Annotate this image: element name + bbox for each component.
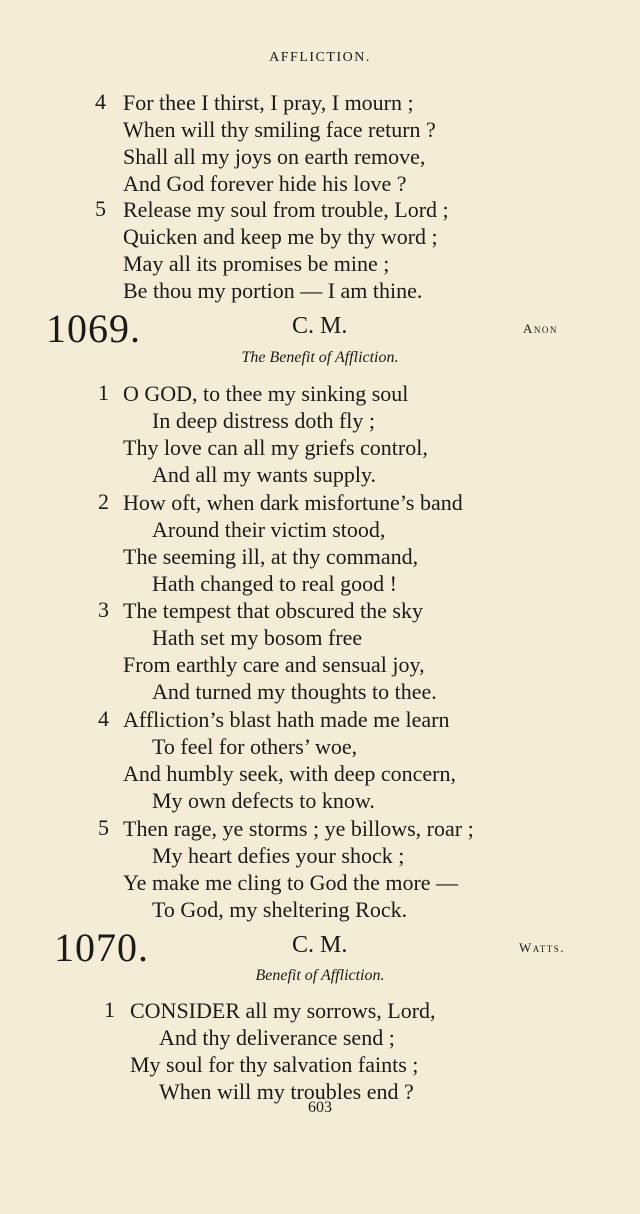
verse-line: And all my wants supply. [152,462,377,487]
verse-stanza [123,89,436,197]
verse-line: Hath set my bosom free [152,625,363,650]
verse-number: 2 [98,489,109,514]
verse-stanza [123,597,437,705]
verse-line: Thy love can all my griefs control, [123,435,428,460]
hymn-number: 1069. [46,306,141,351]
verse-line: My soul for thy salvation faints ; [130,1052,419,1077]
page-number: 603 [308,1099,332,1116]
verse-line: Ye make me cling to God the more — [123,870,459,895]
verse-line: How oft, when dark misfortune’s band [123,490,463,515]
verse-number: 5 [98,815,109,840]
running-head: AFFLICTION. [269,50,371,65]
verse-line: O GOD, to thee my sinking soul [123,381,409,406]
verse-number: 4 [98,706,109,731]
hymn-author: Anon [523,321,558,336]
verse-stanza [123,706,456,814]
verse-line: Hath changed to real good ! [152,571,397,596]
verse-line: Then rage, ye storms ; ye billows, roar ; [123,816,474,841]
verse-stanza [123,380,428,488]
verse-stanza [123,815,474,923]
verse-line: CONSIDER all my sorrows, Lord, [130,998,436,1023]
verse-line: And God forever hide his love ? [123,171,407,196]
verse-line: Affliction’s blast hath made me learn [123,707,450,732]
verse-line: The seeming ill, at thy command, [123,544,419,569]
verse-number: 3 [98,597,109,622]
verse-line: May all its promises be mine ; [123,251,390,276]
verse-stanza [123,196,449,304]
verse-line: Around their victim stood, [152,517,386,542]
verse-line: When will my troubles end ? [159,1079,414,1104]
verse-line: The tempest that obscured the sky [123,598,423,623]
verse-stanza [123,489,463,597]
verse-stanza [130,997,436,1105]
verse-line: And turned my thoughts to thee. [152,679,437,704]
verse-line: From earthly care and sensual joy, [123,652,425,677]
verse-number: 5 [95,196,106,221]
verse-line: When will thy smiling face return ? [123,117,436,142]
verse-line: To God, my sheltering Rock. [152,897,408,922]
verse-number: 4 [95,89,106,114]
verse-line: Release my soul from trouble, Lord ; [123,197,449,222]
verse-line: For thee I thirst, I pray, I mourn ; [123,90,414,115]
hymn-subtitle: The Benefit of Affliction. [241,349,399,366]
hymn-author: Watts. [519,940,566,955]
verse-line: And humbly seek, with deep concern, [123,761,456,786]
hymn-subtitle: Benefit of Affliction. [255,967,385,984]
verse-number: 1 [98,380,109,405]
verse-number: 1 [104,997,115,1022]
verse-line: Shall all my joys on earth remove, [123,144,426,169]
hymn-number: 1070. [54,925,149,970]
verse-line: And thy deliverance send ; [159,1025,395,1050]
hymn-meter: C. M. [292,932,348,958]
verse-line: In deep distress doth fly ; [152,408,376,433]
verse-line: To feel for others’ woe, [152,734,358,759]
hymn-meter: C. M. [292,313,348,339]
verse-line: Be thou my portion — I am thine. [123,278,423,303]
verse-line: My own defects to know. [152,788,375,813]
verse-line: My heart defies your shock ; [152,843,405,868]
verse-line: Quicken and keep me by thy word ; [123,224,438,249]
